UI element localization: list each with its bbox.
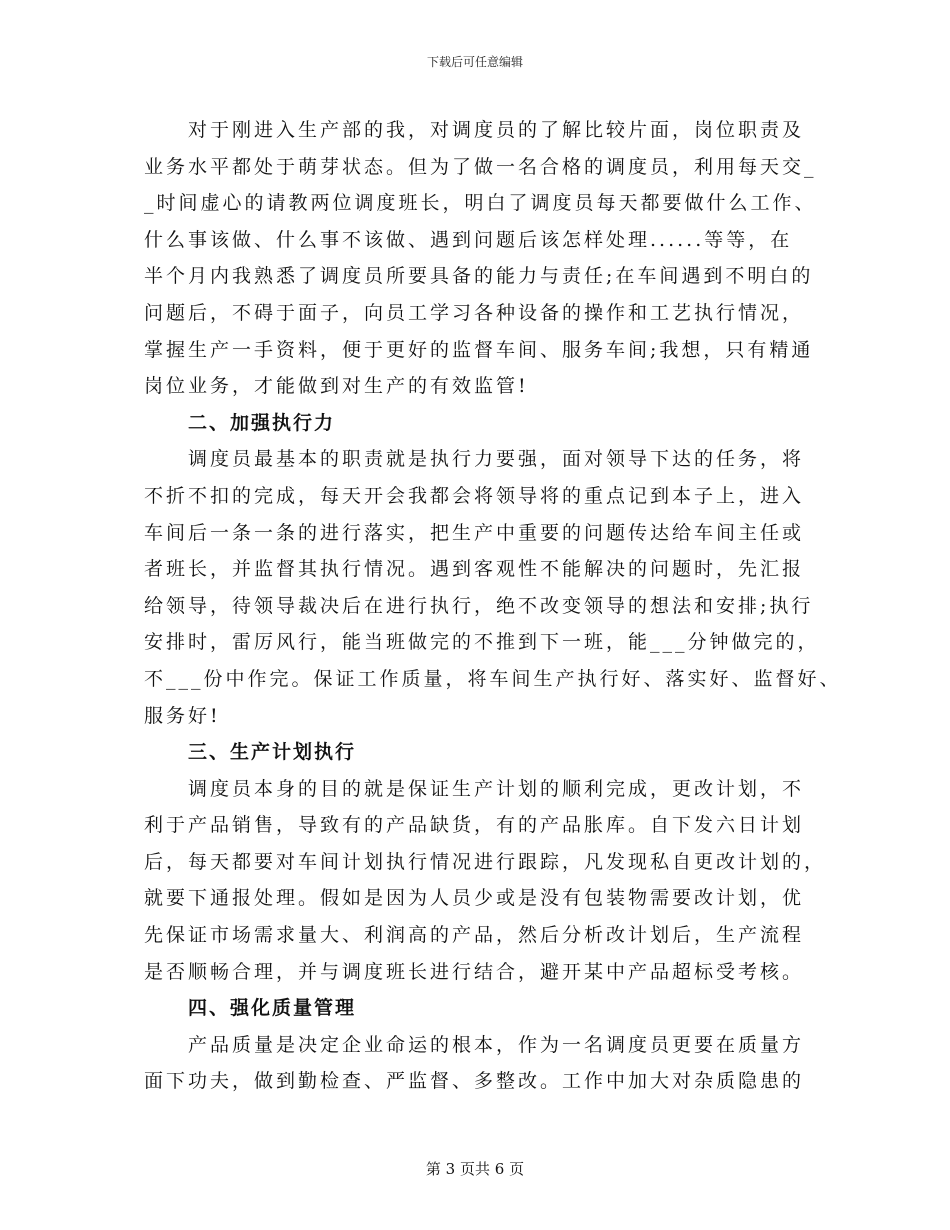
section-heading: 三、生产计划执行: [188, 741, 357, 764]
paragraph-line: 调度员本身的目的就是保证生产计划的顺利完成，更改计划，不: [188, 777, 805, 800]
paragraph-line: 面下功夫，做到勤检查、严监督、多整改。工作中加大对杂质隐患的: [144, 1070, 805, 1093]
paragraph-line: 不折不扣的完成，每天开会我都会将领导将的重点记到本子上，进入: [144, 484, 805, 507]
paragraph-line: _时间虚心的请教两位调度班长，明白了调度员每天都要做什么工作、: [144, 192, 817, 215]
paragraph-line: 安排时，雷厉风行，能当班做完的不推到下一班，能___分钟做完的，: [144, 631, 820, 654]
section-heading: 二、加强执行力: [188, 411, 336, 434]
document-body: [144, 112, 842, 1100]
paragraph-line: 业务水平都处于萌芽状态。但为了做一名合格的调度员，利用每天交_: [144, 155, 817, 178]
paragraph-line: 车间后一条一条的进行落实，把生产中重要的问题传达给车间主任或: [144, 521, 805, 544]
paragraph-line: 什么事该做、什么事不该做、遇到问题后该怎样处理......等等，在: [144, 228, 793, 251]
paragraph-line: 就要下通报处理。假如是因为人员少或是没有包装物需要改计划，优: [144, 887, 805, 910]
paragraph-line: 产品质量是决定企业命运的根本，作为一名调度员更要在质量方: [188, 1033, 805, 1056]
paragraph-line: 调度员最基本的职责就是执行力要强，面对领导下达的任务，将: [188, 448, 805, 471]
paragraph-line: 是否顺畅合理，并与调度班长进行结合，避开某中产品超标受考核。: [144, 960, 805, 983]
paragraph-line: 给领导，待领导裁决后在进行执行，绝不改变领导的想法和安排;执行: [144, 594, 814, 617]
paragraph-line: 服务好!: [144, 704, 221, 727]
page-header: 下载后可任意编辑: [426, 55, 523, 69]
paragraph-line: 者班长，并监督其执行情况。遇到客观性不能解决的问题时，先汇报: [144, 558, 805, 581]
section-heading: 四、强化质量管理: [188, 997, 357, 1020]
paragraph-line: 问题后，不碍于面子，向员工学习各种设备的操作和工艺执行情况，: [144, 301, 805, 324]
paragraph-line: 对于刚进入生产部的我，对调度员的了解比较片面，岗位职责及: [188, 119, 805, 141]
paragraph-line: 先保证市场需求量大、利润高的产品，然后分析改计划后，生产流程: [144, 924, 805, 947]
paragraph-line: 掌握生产一手资料，便于更好的监督车间、服务车间;我想，只有精通: [144, 338, 814, 361]
paragraph-line: 半个月内我熟悉了调度员所要具备的能力与责任;在车间遇到不明白的: [144, 265, 814, 288]
paragraph-line: 岗位业务，才能做到对生产的有效监管!: [144, 375, 529, 398]
paragraph-line: 后，每天都要对车间计划执行情况进行跟踪，凡发现私自更改计划的，: [144, 850, 827, 873]
page-footer: 第 3 页共 6 页: [425, 1160, 525, 1178]
paragraph-line: 利于产品销售，导致有的产品缺货，有的产品胀库。自下发六日计划: [144, 814, 805, 837]
paragraph-line: 不___份中作完。保证工作质量，将车间生产执行好、落实好、监督好、: [144, 667, 842, 690]
